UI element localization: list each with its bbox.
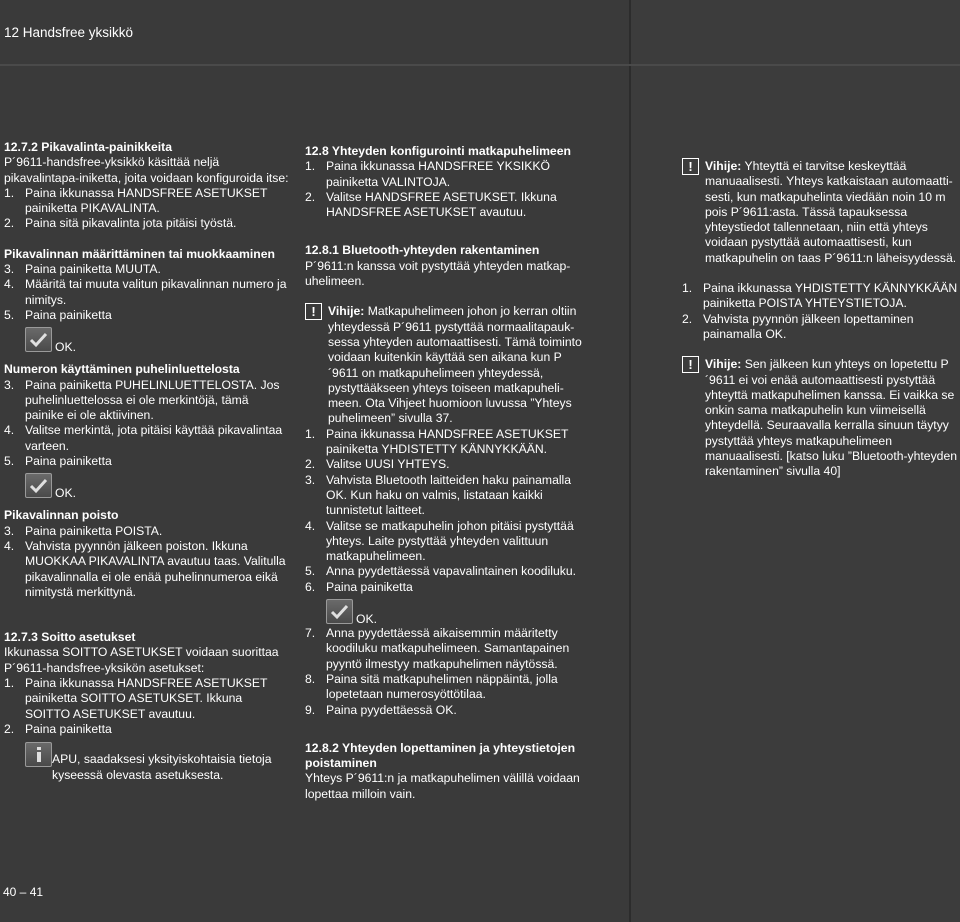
list-item-number: 7. — [305, 626, 316, 641]
list-item — [4, 423, 289, 454]
list-item-number: 8. — [305, 671, 316, 686]
exclamation-icon: ! — [682, 158, 699, 175]
tip-label: Vihije: — [705, 357, 742, 372]
list-item-text: Vahvista pyynnön jälkeen poiston. Ikkuna MUOKKAA PIKAVALINTA avautuu taas. Valitulla pikavalinnalla ei ole enää puhelinnumeroa eikä nimitystä merkittynä. — [25, 538, 286, 599]
list-item — [4, 262, 289, 277]
tip-text: Sen jälkeen kun yhteys on lopetettu P´9611 ei voi enää automaattisesti pystyttää yhteyttä matkapuhelimen kanssa. Ei vaikka se onkin sama matkapuhelin kun viimeisellä yhteydellä. Seuraavalla kerralla sinuun täytyy pystyttää yhteys matkapuhelimeen manuaalisesti. [katso luku ”Bluetooth-yhteyden rakentaminen” sivulla 40] — [705, 357, 958, 479]
list-item — [305, 564, 587, 579]
section-heading: 12.7.3 Soitto asetukset — [4, 630, 136, 645]
ok-label: OK. — [55, 339, 76, 354]
right-page-header — [629, 0, 960, 66]
list-item — [4, 722, 289, 737]
list-item — [305, 703, 587, 718]
list-item-number: 3. — [4, 523, 15, 538]
list-item-text: Anna pyydettäessä aikaisemmin määritetty koodiluku matkapuhelimeen. Samantapainen pyyntö ilmestyy matkapuhelimen näytössä. — [326, 626, 570, 671]
list-item-number: 9. — [305, 702, 316, 717]
checkmark-icon — [330, 604, 349, 620]
numbered-list — [4, 262, 289, 323]
list-item — [305, 457, 587, 472]
list-item — [682, 281, 958, 312]
section-intro: P´9611:n kanssa voit pystyttää yhteyden matkap-uhelimeen. — [305, 258, 571, 289]
list-item-text: Määritä tai muuta valitun pikavalinnan numero ja nimitys. — [25, 277, 287, 307]
list-item — [4, 524, 289, 539]
numbered-list — [4, 524, 289, 600]
tip-text: Matkapuhelimeen johon jo kerran oltiin yhteydessä P´9611 pystyttää normaalitapauk-sessa yhteyden automaattisesti. Tämä toiminto voidaan kuitenkin käyttää sen aikana kun P´9611 on matkapuhelimeen yhteydessä, pystyttääkseen yhteys toiseen matkapuheli-meen. Ota Vihjeet huomioon luvussa ”Yhteys puhelimeen” sivulla 37. — [328, 304, 582, 426]
list-item — [4, 186, 289, 217]
list-item-text: Paina ikkunassa HANDSFREE ASETUKSET painiketta SOITTO ASETUKSET. Ikkuna SOITTO ASETUKSET avautuu. — [25, 676, 268, 721]
section-heading: Pikavalinnan määrittäminen tai muokkaaminen — [4, 246, 275, 261]
list-item — [4, 539, 289, 600]
list-item — [305, 672, 587, 703]
list-item-text: Valitse se matkapuhelin johon pitäisi pystyttää yhteys. Laite pystyttää yhteyden valittuun matkapuhelimeen. — [326, 518, 574, 564]
list-item-text: Paina ikkunassa HANDSFREE YKSIKKÖ painiketta VALINTOJA. — [326, 159, 550, 189]
list-item-text: Paina sitä matkapuhelimen näppäintä, jolla lopetetaan numerosyöttötilaa. — [326, 671, 558, 702]
section-heading: 12.8.1 Bluetooth-yhteyden rakentaminen — [305, 243, 540, 258]
page-header — [0, 0, 629, 66]
section-heading: Pikavalinnan poisto — [4, 508, 119, 523]
list-item-text: Anna pyydettäessä vapavalintainen koodiluku. — [326, 564, 577, 579]
numbered-list — [4, 186, 289, 232]
ok-button[interactable] — [25, 327, 52, 352]
list-item-number: 1. — [4, 676, 15, 691]
list-item-text: Paina painiketta POISTA. — [25, 523, 163, 538]
list-item-number: 5. — [4, 307, 15, 322]
list-item-text: Paina painiketta MUUTA. — [25, 262, 161, 277]
column-3 — [682, 159, 958, 480]
list-item — [4, 277, 289, 308]
section-heading: 12.8.2 Yhteyden lopettaminen ja yhteystietojen poistaminen — [305, 740, 576, 771]
list-item — [305, 519, 587, 565]
help-button-row — [25, 742, 289, 783]
list-item-text: Paina painiketta — [326, 579, 413, 594]
list-item-text: Paina painiketta — [25, 454, 112, 469]
checkmark-icon — [29, 478, 48, 494]
numbered-list — [305, 427, 587, 595]
list-item — [305, 473, 587, 519]
tip-box — [682, 357, 958, 479]
list-item — [4, 454, 289, 469]
list-item-text: Valitse UUSI YHTEYS. — [326, 457, 450, 472]
help-label: APU, saadaksesi yksityiskohtaisia tietoja kyseessä olevasta asetuksesta. — [52, 752, 272, 782]
checkmark-icon — [29, 332, 48, 348]
section-intro: Ikkunassa SOITTO ASETUKSET voidaan suorittaa P´9611-handsfree-yksikön asetukset: — [4, 645, 279, 675]
list-item-number: 4. — [4, 423, 15, 438]
list-item — [305, 427, 587, 458]
list-item-text: Paina painiketta — [25, 307, 112, 322]
section-intro: Yhteys P´9611:n ja matkapuhelimen välillä voidaan lopettaa milloin vain. — [305, 771, 580, 801]
list-item-number: 5. — [4, 454, 15, 469]
list-item-text: Valitse HANDSFREE ASETUKSET. Ikkuna HANDSFREE ASETUKSET avautuu. — [326, 189, 557, 220]
ok-button[interactable] — [326, 599, 353, 624]
list-item-number: 1. — [305, 159, 316, 174]
section-intro: P´9611-handsfree-yksikkö käsittää neljä pikavalintapa-iniketta, joita voidaan konfiguroida itse: — [4, 155, 289, 185]
numbered-list — [305, 159, 587, 220]
list-item-text: Paina painiketta — [25, 721, 112, 736]
list-item-number: 3. — [4, 262, 15, 277]
page-divider — [629, 0, 631, 922]
list-item — [4, 308, 289, 323]
list-item-number: 1. — [305, 426, 316, 441]
list-item-number: 2. — [682, 311, 693, 326]
list-item — [682, 312, 958, 343]
list-item-text: Paina ikkunassa YHDISTETTY KÄNNYKKÄÄN painiketta POISTA YHTEYSTIETOJA. — [703, 281, 958, 311]
list-item-number: 3. — [305, 472, 316, 487]
list-item-text: Vahvista Bluetooth laitteiden haku painamalla OK. Kun haku on valmis, listataan kaikki tunnistetut laitteet. — [326, 472, 572, 518]
list-item-text: Paina ikkunassa HANDSFREE ASETUKSET painiketta YHDISTETTY KÄNNYKKÄÄN. — [326, 426, 569, 457]
ok-button[interactable] — [25, 473, 52, 498]
list-item-number: 4. — [4, 277, 15, 292]
list-item-text: Paina painiketta PUHELINLUETTELOSTA. Jos puhelinluettelossa ei ole merkintöjä, tämä painike ei ole aktiivinen. — [25, 377, 280, 423]
numbered-list — [305, 626, 587, 718]
list-item-text: Vahvista pyynnön jälkeen lopettaminen painamalla OK. — [703, 311, 914, 341]
list-item — [305, 159, 587, 190]
list-item-text: Valitse merkintä, jota pitäisi käyttää pikavalintaa varteen. — [25, 423, 283, 453]
list-item-number: 2. — [305, 457, 316, 472]
tip-text: Yhteyttä ei tarvitse keskeyttää manuaalisesti. Yhteys katkaistaan automaatti-sesti, kun matkapuhelinta viedään noin 10 m pois P´9611:asta. Tässä tapauksessa yhteystiedot tallennetaan, niin että yhteys voidaan pystyttää automaattisesti, kun matkapuhelin on taas P´9611:n läheisyydessä. — [705, 159, 957, 265]
ok-button-row — [25, 327, 289, 352]
numbered-list — [682, 281, 958, 342]
column-2 — [305, 144, 587, 802]
section-heading: Numeron käyttäminen puhelinluettelosta — [4, 362, 240, 377]
ok-button-row — [25, 473, 289, 501]
list-item-text: Paina sitä pikavalinta jota pitäisi työstä. — [25, 216, 237, 231]
list-item — [4, 378, 289, 424]
tip-label: Vihije: — [328, 304, 365, 319]
list-item-number: 2. — [4, 216, 15, 231]
ok-label: OK. — [356, 611, 377, 626]
ok-label: OK. — [55, 486, 76, 501]
ok-button-row — [326, 599, 587, 624]
list-item — [4, 216, 289, 231]
column-1 — [4, 140, 289, 783]
chapter-title: 12 Handsfree yksikkö — [4, 25, 134, 40]
list-item-number: 3. — [4, 377, 15, 392]
exclamation-icon: ! — [305, 303, 322, 320]
list-item — [4, 676, 289, 722]
list-item-number: 1. — [682, 281, 693, 296]
list-item-number: 1. — [4, 185, 15, 200]
list-item-number: 5. — [305, 564, 316, 579]
list-item-number: 4. — [305, 518, 316, 533]
list-item-number: 2. — [4, 721, 15, 736]
help-button[interactable] — [25, 742, 52, 767]
tip-box — [682, 159, 958, 266]
info-icon — [34, 746, 44, 763]
numbered-list — [4, 676, 289, 737]
section-heading: 12.7.2 Pikavalinta-painikkeita — [4, 140, 173, 154]
page-numbers: 40 – 41 — [3, 885, 44, 899]
list-item — [305, 190, 587, 221]
exclamation-icon: ! — [682, 356, 699, 373]
section-heading: 12.8 Yhteyden konfigurointi matkapuhelimeen — [305, 144, 571, 158]
numbered-list — [4, 378, 289, 470]
tip-box — [305, 304, 587, 426]
list-item-text: Paina ikkunassa HANDSFREE ASETUKSET painiketta PIKAVALINTA. — [25, 185, 268, 216]
list-item-text: Paina pyydettäessä OK. — [326, 702, 457, 717]
list-item — [305, 626, 587, 672]
list-item-number: 4. — [4, 538, 15, 553]
tip-label: Vihije: — [705, 159, 742, 173]
list-item — [305, 580, 587, 595]
list-item-number: 2. — [305, 189, 316, 204]
list-item-number: 6. — [305, 579, 316, 594]
